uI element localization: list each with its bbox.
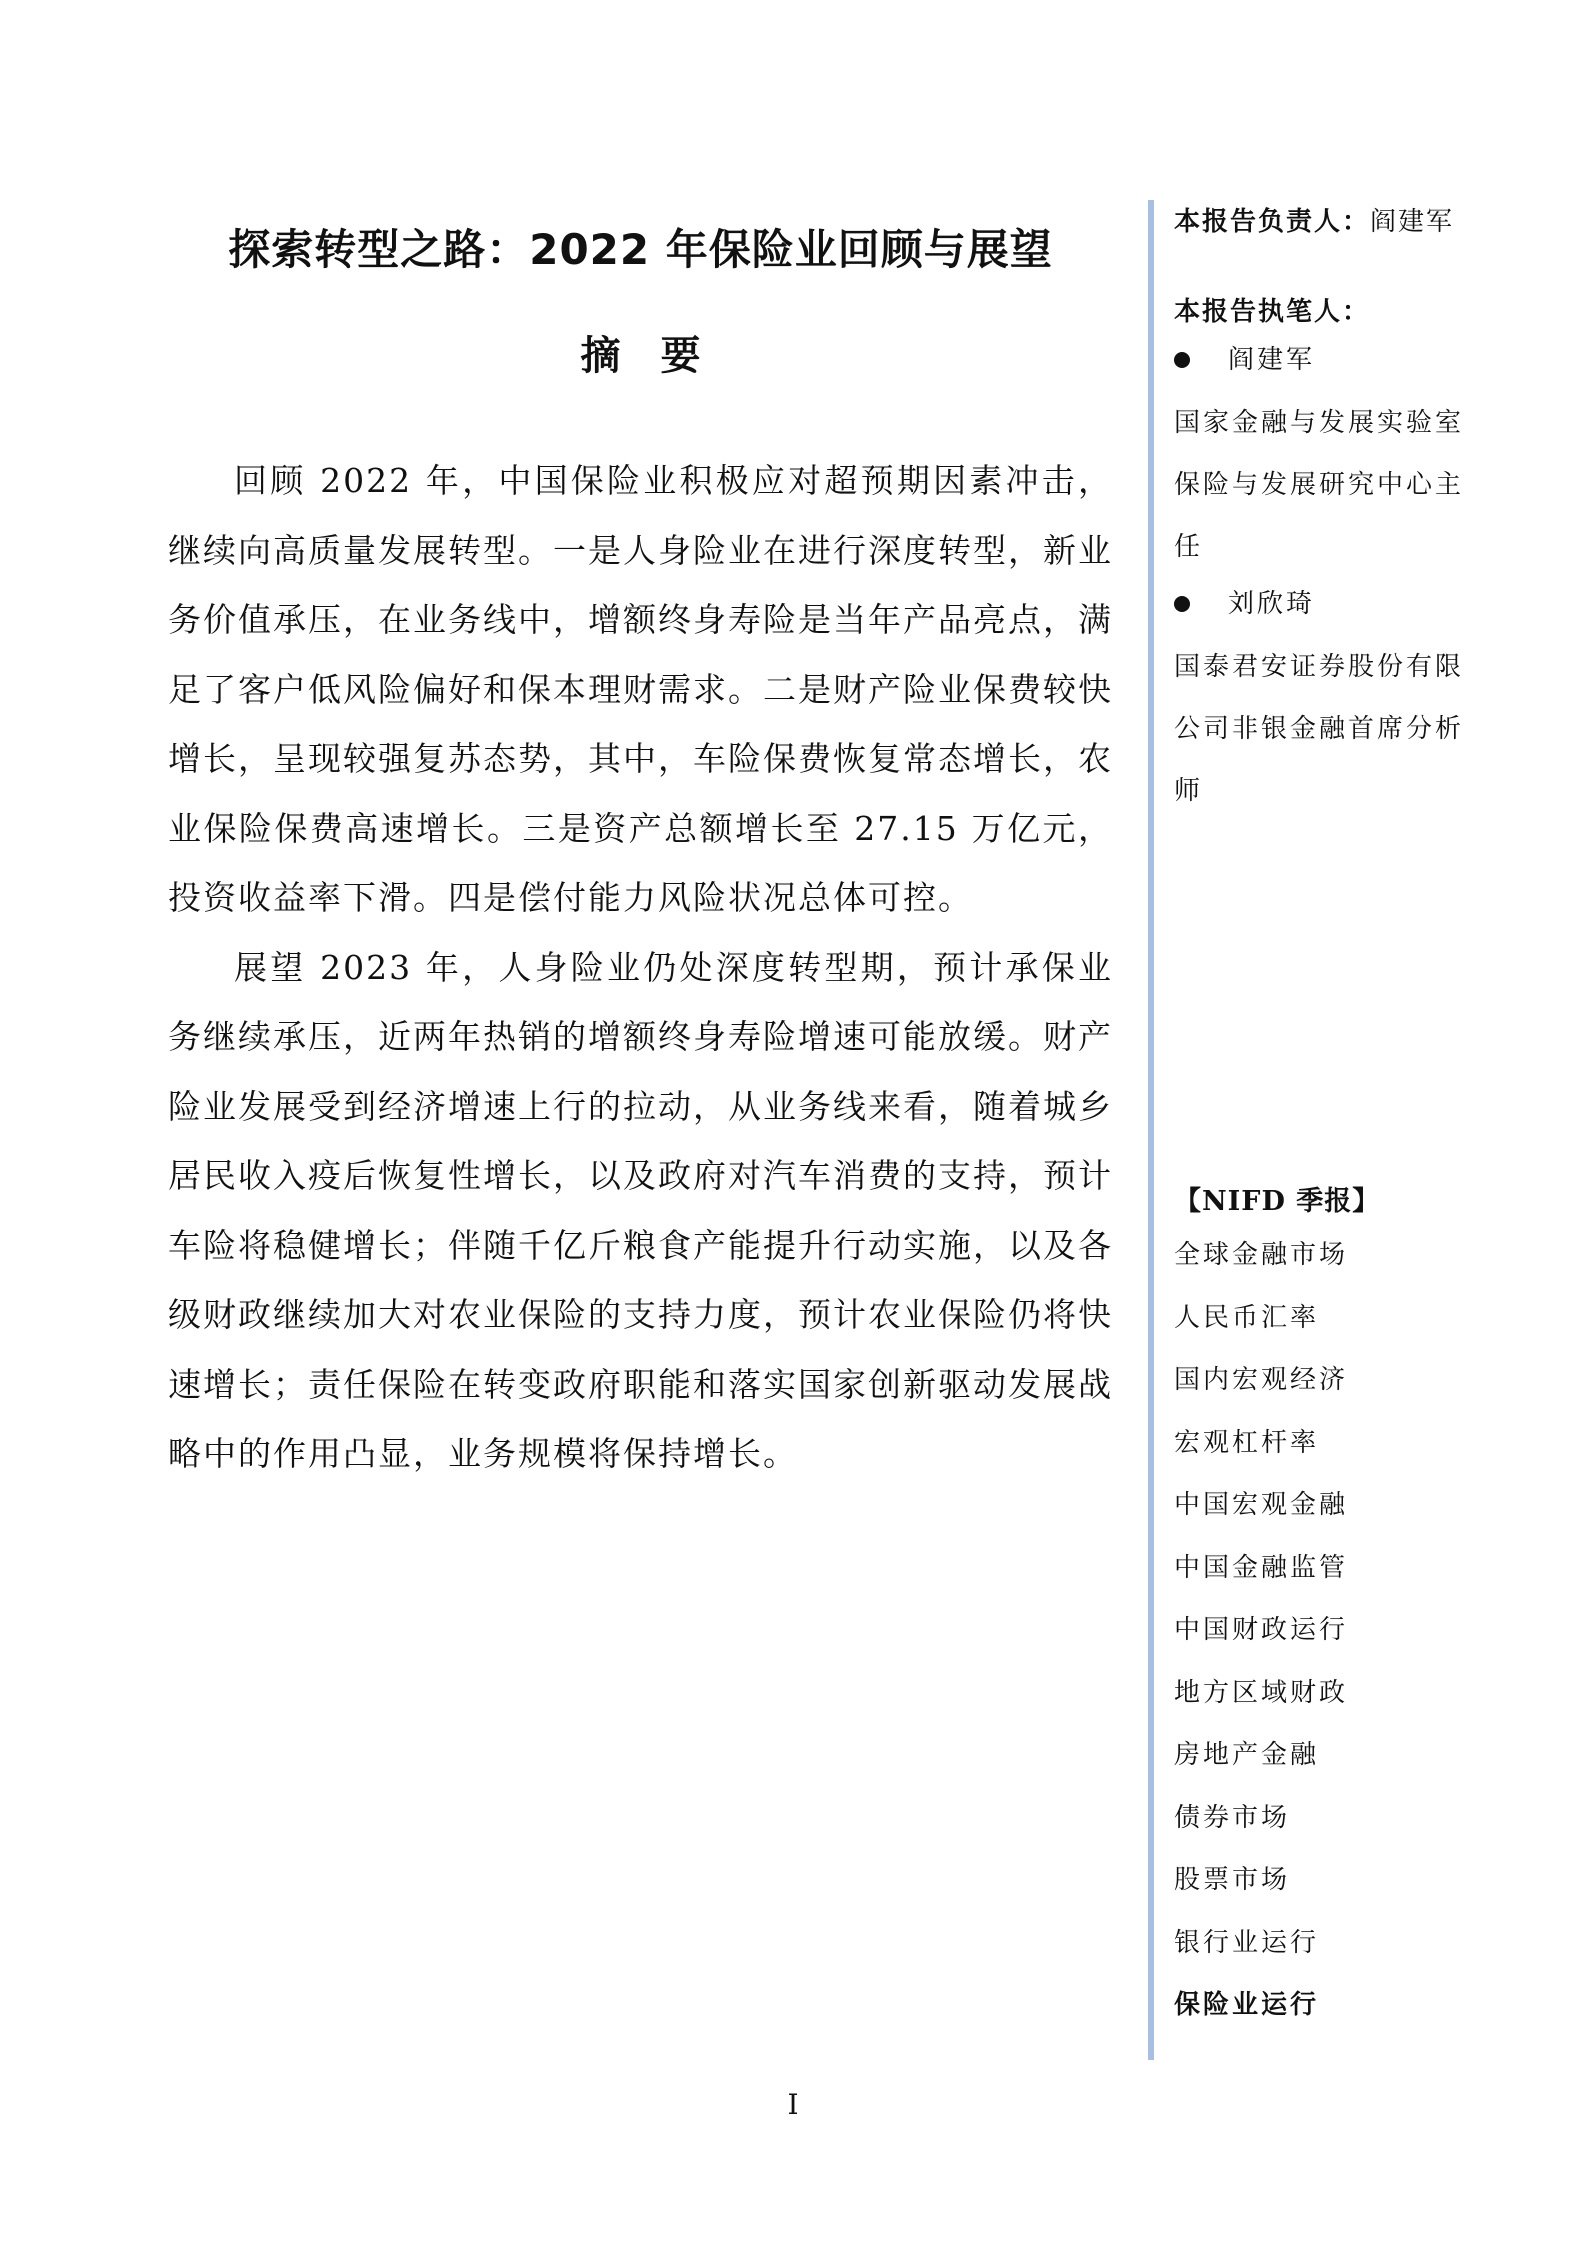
abstract-paragraph-review: 回顾 2022 年，中国保险业积极应对超预期因素冲击，继续向高质量发展转型。一是人身险业在进行深度转型，新业务价值承压，在业务线中，增额终身寿险是当年产品亮点，满足了客户低风险偏好和保本理财需求。二是财产险业保费较快增长，呈现较强复苏态势，其中，车险保费恢复常态增长，农业保险保费高速增长。三是资产总额增长至 27.15 万亿元，投资收益率下滑。四是偿付能力风险状况总体可控。 xyxy=(168,461,1113,917)
writer-1-affiliation xyxy=(1174,392,1488,578)
affiliation-line: 公司非银金融首席分析 xyxy=(1174,714,1465,744)
nifd-item[interactable]: 债券市场 xyxy=(1174,1802,1291,1833)
nifd-item[interactable]: 人民币汇率 xyxy=(1174,1302,1320,1333)
responsible-name: 阎建军 xyxy=(1370,207,1455,237)
nifd-item[interactable]: 中国金融监管 xyxy=(1174,1552,1349,1583)
nifd-item[interactable]: 股票市场 xyxy=(1174,1865,1291,1895)
affiliation-line: 师 xyxy=(1174,776,1204,806)
nifd-item[interactable]: 中国宏观金融 xyxy=(1174,1490,1349,1520)
nifd-items xyxy=(1174,1224,1380,2037)
abstract-paragraph-outlook: 展望 2023 年，人身险业仍处深度转型期，预计承保业务继续承压，近两年热销的增额终身寿险增速可能放缓。财产险业发展受到经济增速上行的拉动，从业务线来看，随着城乡居民收入疫后恢复性增长，以及政府对汽车消费的支持，预计车险将稳健增长；伴随千亿斤粮食产能提升行动实施，以及各级财政继续加大对农业保险的支持力度，预计农业保险仍将快速增长；责任保险在转变政府职能和落实国家创新驱动发展战略中的作用凸显，业务规模将保持增长。 xyxy=(168,947,1113,1473)
nifd-item[interactable]: 房地产金融 xyxy=(1174,1740,1320,1770)
writer-name: 阎建军 xyxy=(1228,345,1316,375)
nifd-heading: 【NIFD 季报】 xyxy=(1174,1186,1381,1217)
sidebar xyxy=(1148,200,1488,2060)
writers-label: 本报告执笔人： xyxy=(1174,297,1371,327)
writer-2-affiliation xyxy=(1174,636,1488,822)
nifd-item[interactable]: 中国财政运行 xyxy=(1174,1615,1349,1645)
writer-name: 刘欣琦 xyxy=(1228,589,1316,619)
nifd-item[interactable]: 地方区域财政 xyxy=(1174,1677,1349,1708)
nifd-item[interactable]: 银行业运行 xyxy=(1174,1927,1320,1958)
nifd-item[interactable]: 宏观杠杆率 xyxy=(1174,1427,1320,1458)
affiliation-line: 国泰君安证券股份有限 xyxy=(1174,652,1465,682)
responsible-label: 本报告负责人： xyxy=(1174,207,1371,237)
bullet-icon xyxy=(1174,352,1190,368)
affiliation-line: 国家金融与发展实验室 xyxy=(1174,408,1465,438)
bullet-icon xyxy=(1174,596,1190,612)
affiliation-line: 保险与发展研究中心主 xyxy=(1174,470,1465,500)
writer-1 xyxy=(1174,338,1488,382)
abstract-heading: 摘要 xyxy=(580,332,741,379)
nifd-item[interactable]: 全球金融市场 xyxy=(1174,1240,1349,1270)
responsible-person xyxy=(1174,200,1488,244)
nifd-item[interactable]: 保险业运行 xyxy=(1174,1990,1320,2020)
affiliation-line: 任 xyxy=(1174,532,1204,562)
nifd-item[interactable]: 国内宏观经济 xyxy=(1174,1365,1349,1395)
nifd-quarterly-list xyxy=(1174,1180,1380,2037)
writer-2 xyxy=(1174,582,1488,626)
page-number: I xyxy=(787,2088,799,2121)
report-title: 探索转型之路：2022 年保险业回顾与展望 xyxy=(228,225,1053,274)
main-column xyxy=(168,210,1113,1489)
